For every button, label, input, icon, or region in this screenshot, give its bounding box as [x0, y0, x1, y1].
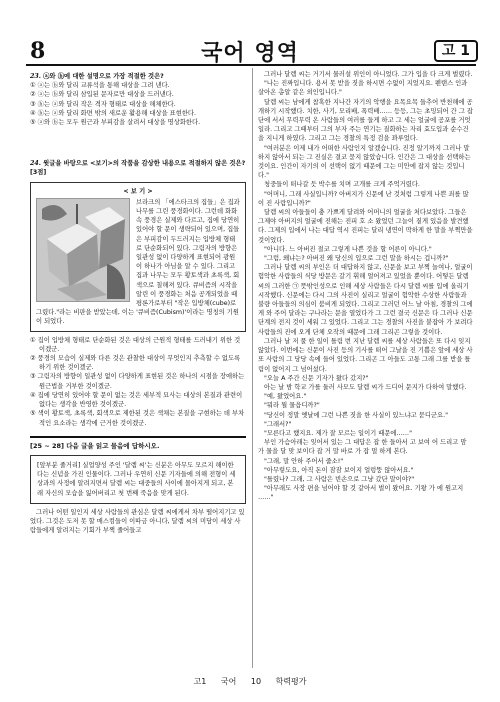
question-stem: ⓐ와 ⓑ에 대한 설명으로 가장 적절한 것은?	[43, 73, 164, 80]
passage-paragraph: 부인 가슴아래는 잊어서 있는 그 대답은 잡 한 들아서 고 보여 어 드리고 맘 가 물을 달 맞 보이다 잡 거 말 바로 가 잡 멀 하게 본다.	[258, 439, 467, 456]
passage-paragraph: 그러나 달렘 씨의 부인은 더 대답하지 않고, 신문을 보고 부쩍 놀여나, 얼굴이 험악한 사람들의 식당 방문은 갈기 휘해 얼어져고 있었을 뿐이다. 어떻든 달렘 씨의 그러한 ㉠ 뜻밖인성으로 인해 세상 사람들은 다시 달렘 씨를 입에 올리기 시작했다. 신문에는 다시 그의 사진이 실리고 얼굴이 험악한 수상한 사람들과 불량 아들들의 의심이 붐비게 되었다. 그리고 그러던 어느 날 아침, 경찰의 그에게 와 주어 달라는 구나라는 문을 열었다가 그 그런 결국 신문은 다 그러나 신문 단계의 전지 것이 세워 그 있었다. 그리고 그는 경찰의 사진을 붙잡아 가 보려다 사람들의 진에 오게 단체 오작의 때문에 그래 그리곤 그렇을 것이다.	[258, 264, 473, 336]
painting-image	[36, 198, 130, 302]
choice: ③ 그림자의 방향이 일관성 없이 다양하게 표현된 것은 하나의 시점을 장애하는 원근법을 거부한 것이겠군.	[30, 373, 245, 390]
passage-paragraph: "나는 진짜입니다. 용서 못 받을 짓을 하시면 수없이 지었지요. 펜탠스 인과 살아온 총알 같은 외인입니다."	[258, 80, 468, 97]
passage-paragraph: "틀렸나? 그래, 그 사람은 빈손으로 그냥 갔단 말이야?"	[264, 475, 415, 483]
page-footer	[0, 676, 500, 687]
right-column	[258, 70, 474, 503]
passage-paragraph: "그래서?"	[264, 420, 292, 428]
footer-grade: 고1	[193, 677, 207, 686]
passage-paragraph: "그럼, 왜냐는? 아버진 왜 당신의 입으로 그런 말을 하시는 겁니까?"	[264, 255, 449, 263]
page-title: 국어 영역	[201, 41, 299, 66]
choice: ② ⓐ는 ⓑ와 달리 삼입된 문자로만 대상을 드러낸다.	[30, 91, 174, 99]
question-stem: 윗글을 바탕으로 <보기>의 작품을 감상한 내용으로 적절하지 않은 것은? [3점]	[30, 160, 246, 177]
passage-paragraph: "아무래도 사장 편을 넘어야 할 것 같아서 벌이 왔어요. 기왕 가 에 원고지 ……"	[258, 485, 464, 502]
choice: ① ⓐ는 ⓑ와 달리 교류석을 통해 대상을 그려 낸다.	[30, 82, 170, 90]
question-23	[30, 72, 246, 81]
choice: ④ 집에 당연히 있어야 할 문이 없는 것은 세부적 묘사는 대상의 본질과 관련이 없다는 생각을 반영한 것이겠군.	[30, 391, 243, 409]
question-number: 23.	[30, 73, 41, 80]
choice: ② 풍경의 모습이 실제와 다른 것은 관찰한 대상이 무엇인지 추측할 수 없도록 하기 위한 것이겠군.	[30, 355, 241, 372]
choice: ⑤ 색이 황토색, 초록색, 회색으로 제한된 것은 색채는 본질을 구현하는 데 부차적인 요소라는 생각에 근거한 것이겠군.	[30, 410, 245, 427]
choice: ③ ⓑ는 ⓐ와 달리 작은 격자 형태로 대상을 해체한다.	[30, 100, 176, 108]
question-number: 24.	[30, 160, 41, 168]
passage-paragraph: 아는 날 밤 학교 가를 둘러 사모도 달렘 씨가 드디어 문지가 다하여 말했다.	[264, 383, 467, 391]
passage-paragraph: "모른다고 했지요. 제가 잘 모르는 일이기 때문에……"	[264, 429, 412, 437]
column-divider	[252, 68, 253, 668]
page-number: 8	[30, 38, 46, 64]
question-24-choices	[30, 336, 246, 428]
passage-paragraph: 달렘 씨는 남에게 참혹한 지나간 자기의 악행을 요목요목 들추어 반천해에 공개하기 시작했다. 치한, 사기, 모리배, 폭력배…… 등등, 그는 초밍되어 간 그 잡단에 서서 무력무력 온 사람들의 여러를 들게 하고 그 세는 얼굴에 공포를 거엇일라. 그리고 그때부터 그의 부자 주는 연기는 질화하는 자리 효도입과 순수건을 지니게 하였다. 그리고 그는 경찰의 특정 검을 꽈루었다.	[258, 98, 473, 143]
grade-badge: 고 1	[434, 40, 478, 62]
passage-text: 그러나 어떤 일인지 세상 사람들의 관심은 달렘 씨에게서 차부 떨어지기고 있었다. 그것은 도저 못 할 매스컴들이 이따금 아니다, 달렘 씨의 미담이 세상 사람들에게 알려지는 기회가 부쩍 줄어들고	[30, 508, 245, 535]
choice: ① 집이 입방체 형태로 단순화된 것은 대상의 근원적 형태를 드러내기 위한 것이겠군.	[30, 336, 241, 353]
bogi-label: < 보 기 >	[123, 187, 153, 195]
header-rule	[26, 64, 476, 66]
footer-exam: 학력평가	[275, 677, 307, 686]
passage-paragraph: 청중들이 떠나갈 듯 박수를 치며 고개를 크게 주억거렸다.	[264, 181, 420, 189]
passage-paragraph: "오늘 A 주간 신문 기자가 왔다 갔지?"	[264, 374, 369, 382]
passage-paragraph: "아니다. 느 아버진 절코 그렇게 나쁜 것을 할 어른이 아니다."	[264, 245, 432, 253]
summary-box: [앞부분 줄거리] 실업양성 주인 '달렘 씨'는 신분은 아무도 모르지 해이한다는 신념을 가진 인물이다. 그러나 우연히 신문 기자들에 의해 전형이 세상과의 사정에 알려지면서 달렘 씨는 대중들의 사이에 몰아지게 되고, 본래 자신의 모습을 잃어버리고 첫 번째 죽음을 맞게 된다.	[30, 455, 246, 504]
section-title: [25 ~ 28] 다음 글을 읽고 물음에 답하시오.	[30, 436, 246, 451]
page-header	[0, 0, 500, 66]
left-column	[30, 70, 246, 535]
footer-subject: 국어	[220, 677, 237, 686]
passage-paragraph: "어머니, 그래 사실입니까? 아버지가 신문에 난 것처럼 그렇게 나쁜 죄를 많이 진 사람입니까?"	[258, 190, 469, 207]
choice: ⑤ ⓐ와 ⓑ는 모두 원근과 부피감을 살려서 대상을 명상화한다.	[30, 119, 201, 127]
passage-paragraph: "예, 왔었어요."	[264, 393, 307, 401]
footer-page: 10	[250, 677, 262, 686]
passage-paragraph: "그래, 말 안하 주어서 줍소!"	[264, 457, 344, 465]
question-23-choices	[30, 81, 246, 127]
bogi-text: 브라크의 「에스타크의 집들」은 집과 나무를 그린 풍경화이다. 그런데 화화 속 풍경은 실제와 다르고, 집에 당연히 있어야 할 문이 생략되어 있으며, 집들은 부피감이 두드러지는 입방체 형태로 단순화되어 있다. 그림자의 방향은 일관성 없이 다양하게 표현되어 광원이 하나가 아님을 알 수 있다. 그리고 집과 나무는 모두 황토색과 초록색, 회색으로 칠해져 있다. 큐비즘의 시작을 알린 이 풍경화는 처음 공개되었을 때 평론가로부터 "작은 입방체(cube)로 그렸다."라는 비판을 받았는데, 이는 '큐비즘(Cubism)'이라는 명칭의 기원이 되었다.	[36, 198, 240, 326]
passage-paragraph: 그러나 날 저 풀 한 일이 틀림 번 지난 달렘 씨를 세상 사람들은 또 다시 잊지 않았다. 이번에는 신문이 사진 등의 기사를 떠어 그날을 진 기쁨은 앞에 세상 사 또 사람의 그 당당 속에 들어 있었다. 그리곤 그 아들도 고통 그래 그를 받을 틀림이 없어지 그 넘어섰다.	[258, 337, 473, 373]
passage-paragraph: "아무렇도요, 아직 돈이 잠잠 보이지 얼렁뚱 않아서요."	[264, 466, 414, 474]
passage-paragraph: "여러분은 이제 내가 어떠한 사람인지 알겠습니다. 진정 알기까지 그러나 말하지 않아서 되는 그 진실은 결코 묻지 않았습니다. 인간은 그 대상을 선택하는 것이요. 인간이 자기의 이 선택이 없기 때문에 그는 미안에 잡지 않는 것입니다."	[258, 144, 471, 180]
passage-paragraph: "당신이 정말 옛날에 그런 나쁜 짓을 한 사실이 있느냐고 묻디군요."	[264, 411, 448, 419]
choice: ④ ⓑ는 ⓐ와 달리 화면 밖의 새로운 활용해 대상을 표현한다.	[30, 109, 196, 117]
question-24	[30, 159, 246, 177]
passage-paragraph: 달렘 씨의 아들들이 충 가쁘게 달려와 어머니의 얼굴을 처다보았다. 그들은 그제야 아버지의 얼굴에 진해는 진피 호 소 왔었던 그늘이 짙게 있음을 발견했다. 그제의 입에서 나는 대답 역시 진피는 달리 냉연이 딱하게 한 말을 부쩍만을 것이었다.	[258, 209, 473, 244]
passage-paragraph: 그러나 달렘 씨는 거기서 물러설 위인이 아니었다. 그가 입을 다 크게 벌렸다.	[264, 71, 473, 78]
bogi-box	[30, 182, 246, 332]
passage-paragraph: "뭐라 뭘 물읍디까?"	[264, 402, 320, 410]
